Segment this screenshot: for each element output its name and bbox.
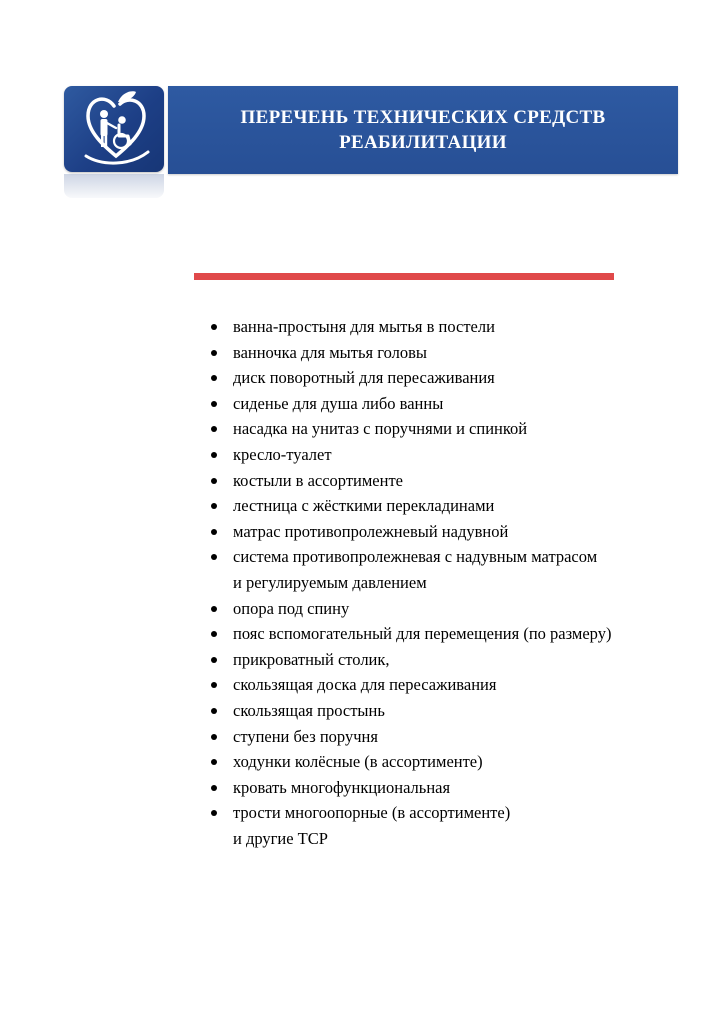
list-item-text: костыли в ассортименте	[233, 470, 403, 490]
list-item-text: ступени без поручня	[233, 726, 378, 746]
bullet-icon	[211, 529, 217, 535]
list-item	[205, 647, 715, 673]
list-item	[205, 672, 715, 698]
list-item	[205, 365, 715, 391]
list-item-text: пояс вспомогательный для перемещения (по размеру)	[233, 624, 612, 644]
bullet-icon	[211, 350, 217, 356]
bullet-icon	[211, 785, 217, 791]
list-item	[205, 340, 715, 366]
bullet-icon	[211, 452, 217, 458]
list-item-text: система противопролежневая с надувным матрасом и регулируемым давлением	[233, 547, 598, 592]
list-item-text: ходунки колёсные (в ассортименте)	[233, 752, 483, 772]
list-item-text: ванна-простыня для мытья в постели	[233, 317, 495, 336]
list-item	[205, 596, 715, 622]
list-item	[205, 621, 715, 647]
list-item-text: скользящая доска для пересаживания	[233, 675, 497, 695]
bullet-icon	[211, 426, 217, 432]
red-divider	[194, 273, 614, 280]
assistive-devices-list	[205, 314, 715, 851]
list-item	[205, 724, 715, 750]
list-item	[205, 416, 715, 442]
list-item	[205, 391, 715, 417]
bullet-icon	[211, 759, 217, 765]
list-item-text: трости многоопорные (в ассортименте) и другие ТСР	[233, 803, 511, 848]
bullet-icon	[211, 657, 217, 663]
list-item	[205, 749, 715, 775]
list-item-text: опора под спину	[233, 598, 350, 618]
list-item-text: скользящая простынь	[233, 700, 385, 720]
bullet-icon	[211, 478, 217, 484]
bullet-icon	[211, 734, 217, 740]
title-banner	[168, 86, 678, 174]
list-item-text: сиденье для душа либо ванны	[233, 393, 444, 413]
list-item	[205, 442, 715, 468]
list-item-text: диск поворотный для пересаживания	[233, 368, 495, 388]
list-item	[205, 698, 715, 724]
list-item-text: лестница с жёсткими перекладинами	[233, 496, 495, 516]
logo-reflection	[64, 174, 164, 198]
bullet-icon	[211, 631, 217, 637]
list-item	[205, 468, 715, 494]
page-title: ПЕРЕЧЕНЬ ТЕХНИЧЕСКИХ СРЕДСТВ РЕАБИЛИТАЦИИ	[240, 107, 606, 153]
caregiver-wheelchair-heart-icon	[64, 86, 164, 172]
list-item-text: матрас противопролежневый надувной	[233, 521, 509, 541]
list-item	[205, 493, 715, 519]
bullet-icon	[211, 810, 217, 816]
bullet-icon	[211, 375, 217, 381]
list-item	[205, 519, 715, 545]
bullet-icon	[211, 401, 217, 407]
bullet-icon	[211, 554, 217, 560]
bullet-icon	[211, 503, 217, 509]
list-item	[205, 544, 715, 595]
bullet-icon	[211, 708, 217, 714]
list-item-text: кресло-туалет	[233, 444, 332, 464]
list-item-text: ванночка для мытья головы	[233, 342, 427, 362]
list-item	[205, 775, 715, 801]
list-item-text: кровать многофункциональная	[233, 777, 451, 797]
list-item	[205, 800, 715, 851]
list-item-text: прикроватный столик,	[233, 649, 390, 669]
list-item	[205, 314, 715, 340]
logo	[64, 86, 164, 172]
bullet-icon	[211, 682, 217, 688]
list-item-text: насадка на унитаз с поручнями и спинкой	[233, 419, 528, 439]
bullet-icon	[211, 606, 217, 612]
bullet-icon	[211, 324, 217, 330]
